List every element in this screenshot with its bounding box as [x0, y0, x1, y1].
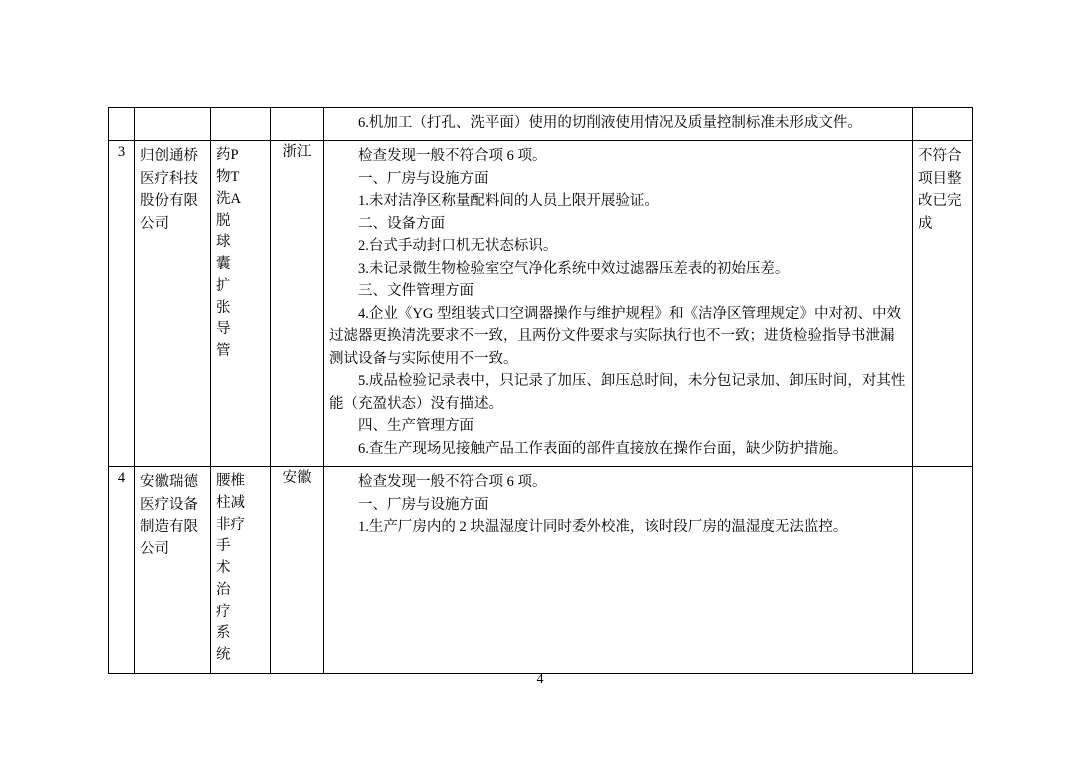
status-text: 不符合项目整改已完成	[918, 148, 962, 232]
row-product	[211, 141, 271, 467]
finding-paragraph: 3.未记录微生物检验室空气净化系统中效过滤器压差表的初始压差。	[358, 260, 790, 277]
row-seq: 4	[109, 467, 135, 674]
page-number: 4	[536, 672, 544, 687]
finding-paragraph: 三、文件管理方面	[358, 283, 474, 300]
inspection-results-table	[108, 107, 973, 674]
row-region: 浙江	[271, 141, 324, 467]
row-company	[135, 141, 211, 467]
row-status	[913, 108, 973, 141]
row-product	[211, 108, 271, 141]
row-findings	[324, 108, 913, 141]
product-col-a: 腰柱非手术治疗系统	[216, 473, 231, 664]
finding-paragraph: 1.未对洁净区称量配料间的人员上限开展验证。	[358, 193, 659, 210]
finding-paragraph: 2.台式手动封口机无状态标识。	[358, 238, 558, 255]
row-findings	[324, 141, 913, 467]
product-col-b: PTA	[230, 147, 241, 207]
company-name-text: 安徽瑞德医疗设备制造有限公司	[140, 474, 198, 558]
finding-paragraph: 检查发现一般不符合项 6 项。	[358, 148, 547, 165]
row-seq: 3	[109, 141, 135, 467]
row-status	[913, 467, 973, 674]
finding-paragraph: 四、生产管理方面	[358, 418, 474, 435]
row-findings	[324, 467, 913, 674]
row-status	[913, 141, 973, 467]
product-col-b: 椎减疗	[230, 473, 245, 533]
finding-paragraph: 一、厂房与设施方面	[358, 496, 489, 513]
product-name-columns	[211, 467, 270, 673]
product-name-columns	[211, 141, 270, 369]
product-col-a: 药物洗脱球囊扩张导管	[216, 147, 231, 360]
finding-paragraph: 1.生产厂房内的 2 块温湿度计同时委外校准，该时段厂房的温湿度无法监控。	[358, 518, 848, 535]
finding-paragraph: 一、厂房与设施方面	[358, 170, 489, 187]
company-name-text: 归创通桥医疗科技股份有限公司	[140, 148, 198, 232]
table-row	[109, 141, 973, 467]
finding-paragraph: 二、设备方面	[358, 215, 445, 232]
row-region	[271, 108, 324, 141]
finding-paragraph: 检查发现一般不符合项 6 项。	[358, 474, 547, 491]
table-row	[109, 108, 973, 141]
row-seq	[109, 108, 135, 141]
row-company	[135, 467, 211, 674]
row-product	[211, 467, 271, 674]
finding-paragraph: 6.查生产现场见接触产品工作表面的部件直接放在操作台面，缺少防护措施。	[358, 440, 848, 457]
finding-paragraph: 5.成品检验记录表中，只记录了加压、卸压总时间，未分包记录加、卸压时间，对其性能（充盈状态）没有描述。	[329, 373, 906, 412]
table-row	[109, 467, 973, 674]
row-region: 安徽	[271, 467, 324, 674]
finding-paragraph: 6.机加工（打孔、洗平面）使用的切削液使用情况及质量控制标准未形成文件。	[358, 115, 862, 131]
row-company	[135, 108, 211, 141]
finding-paragraph: 4.企业《YG 型组装式口空调器操作与维护规程》和《洁净区管理规定》中对初、中效过滤器更换清洗要求不一致，且两份文件要求与实际执行也不一致；进货检验指导书泄漏测试设备与实际使用不一致。	[329, 305, 901, 367]
